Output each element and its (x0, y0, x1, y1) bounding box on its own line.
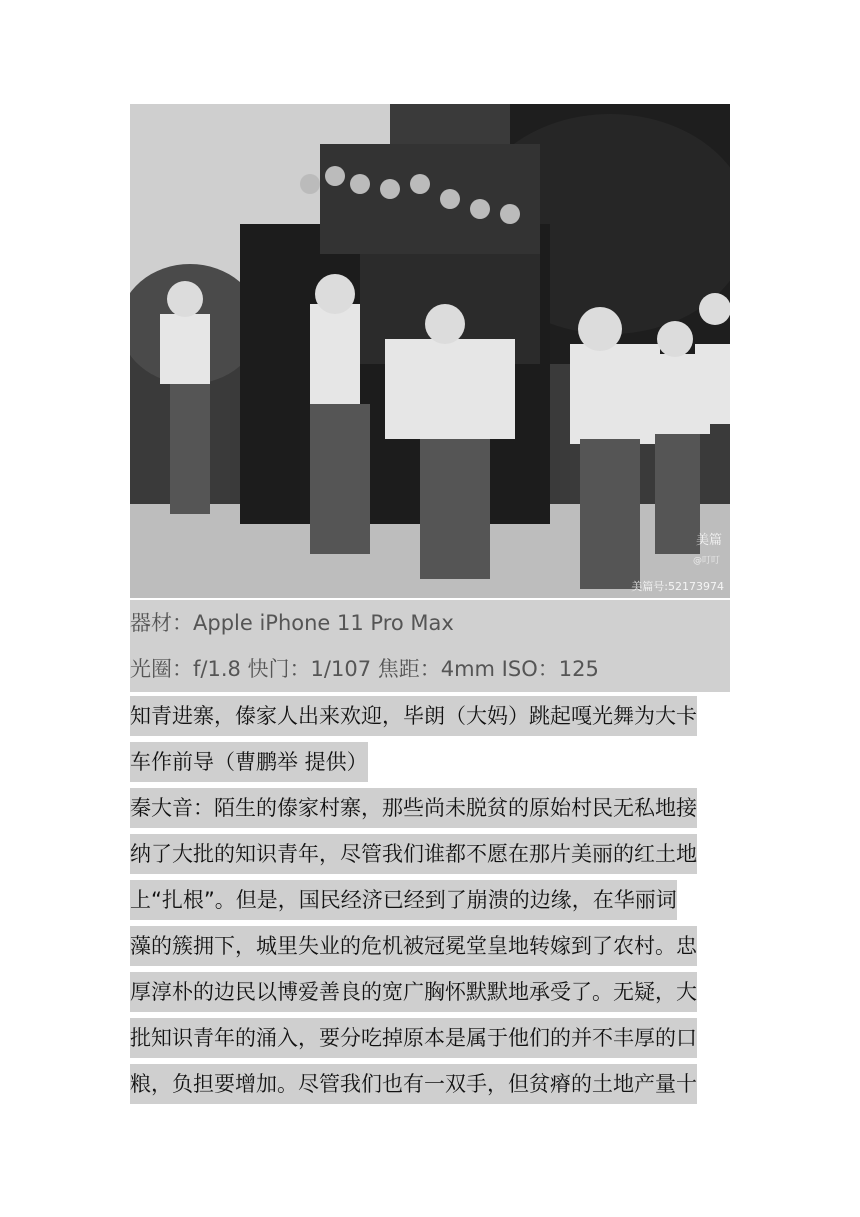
body-line: 秦大音：陌生的傣家村寨，那些尚未脱贫的原始村民无私地接 (130, 788, 697, 828)
watermark-user: @叮叮 (692, 556, 720, 566)
body-line: 藻的簇拥下，城里失业的危机被冠冕堂皇地转嫁到了农村。忠 (130, 926, 697, 966)
body-line: 上“扎根”。但是，国民经济已经到了崩溃的边缘，在华丽词 (130, 880, 677, 920)
caption-line: 车作前导（曹鹏举 提供） (130, 742, 368, 782)
caption-line: 知青进寨，傣家人出来欢迎，毕朗（大妈）跳起嘎光舞为大卡 (130, 696, 697, 736)
body-line: 厚淳朴的边民以博爱善良的宽广胸怀默默地承受了。无疑，大 (130, 972, 697, 1012)
body-line: 纳了大批的知识青年，尽管我们谁都不愿在那片美丽的红土地 (130, 834, 697, 874)
watermark-id: 美篇号:52173974 (631, 580, 724, 593)
historical-photo (130, 104, 730, 598)
camera-equipment: 器材：Apple iPhone 11 Pro Max (130, 600, 730, 646)
photo-illustration (130, 104, 730, 598)
watermark-brand: 美篇 (695, 533, 722, 548)
body-line: 粮，负担要增加。尽管我们也有一双手，但贫瘠的土地产量十 (130, 1064, 697, 1104)
body-line: 批知识青年的涌入，要分吃掉原本是属于他们的并不丰厚的口 (130, 1018, 697, 1058)
camera-exposure: 光圈：f/1.8 快门：1/107 焦距：4mm ISO：125 (130, 646, 730, 692)
